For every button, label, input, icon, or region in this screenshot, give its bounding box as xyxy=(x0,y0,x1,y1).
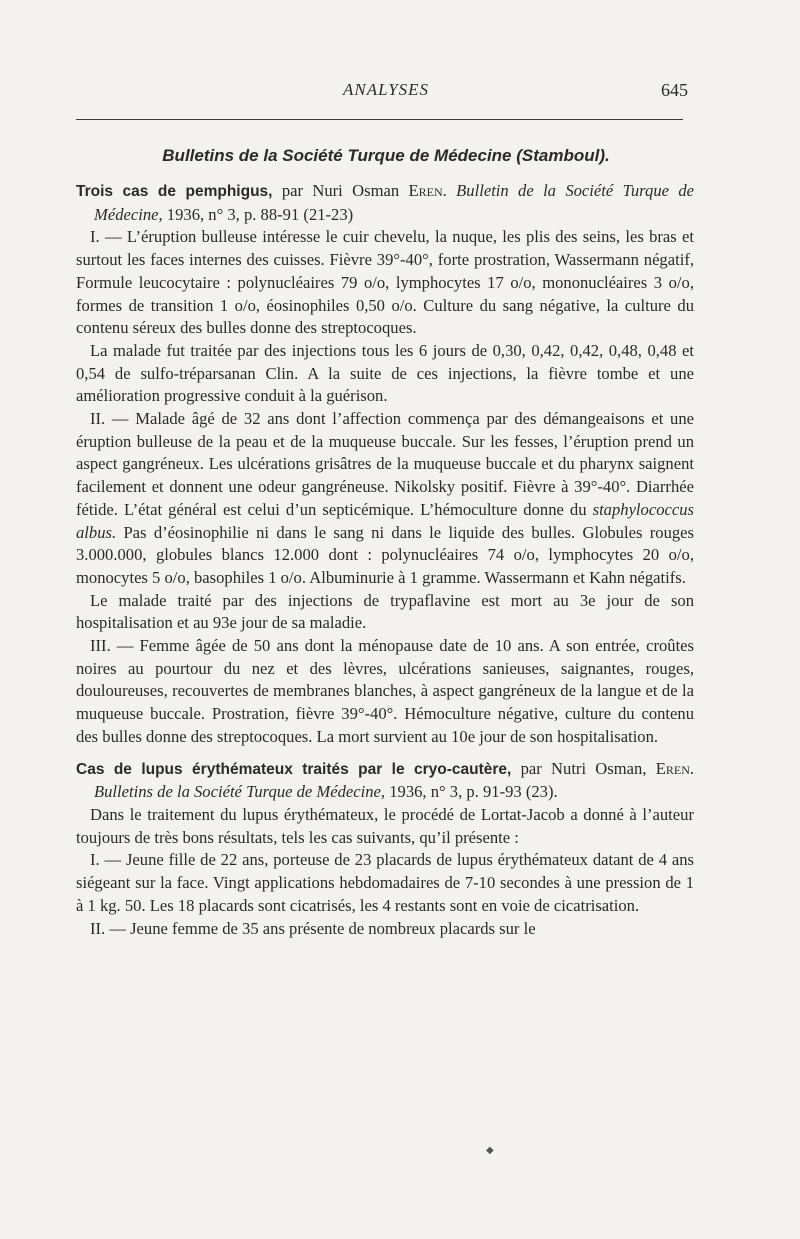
paragraph: II. — Malade âgé de 32 ans dont l’affection commença par des démangeaisons et une éruption bulleuse de la peau et de la muqueuse buccale. Sur les fesses, l’éruption prend un aspect gangréneux. Les ulcérations grisâtres de la muqueuse buccale et du pharynx saignent facilement et donnent une odeur gangréneuse. Nikolsky positif. Fièvre à 39°-40°. Diarrhée fétide. L’état général est celui d’un septicémique. L’hémoculture donne du staphylococcus albus. Pas d’éosinophilie ni dans le sang ni dans le liquide des bulles. Globules rouges 3.000.000, globules blancs 12.000 dont : polynucléaires 74 o/o, lymphocytes 20 o/o, monocytes 5 o/o, basophiles 1 o/o. Albuminurie à 1 gramme. Wassermann et Kahn négatifs. xyxy=(76,409,694,587)
article-2-ref: 1936, n° 3, p. 91-93 (23). xyxy=(389,782,558,802)
running-title: ANALYSES xyxy=(342,80,430,99)
article-2-journal: Bulletins de la Société Turque de Médecine, xyxy=(94,782,386,802)
journal-page xyxy=(76,80,696,938)
article-1-heading xyxy=(76,180,694,226)
paragraph: Le malade traité par des injections de trypaflavine est mort au 3e jour de son hospitalisation et au 93e jour de sa maladie. xyxy=(76,590,694,633)
ink-speck: ◆ xyxy=(486,1145,494,1156)
article-1-title: Trois cas de pemphigus, xyxy=(76,183,273,200)
paragraph: Dans le traitement du lupus érythémateux, le procédé de Lortat-Jacob a donné à l’auteur toujours de très bons résultats, tels les cas suivants, qu’il présente : xyxy=(76,804,694,847)
paragraph: III. — Femme âgée de 50 ans dont la ménopause date de 10 ans. A son entrée, croûtes noires au pourtour du nez et des lèvres, ulcérations sanieuses, saignantes, rouges, douloureuses, recouvertes de membranes blanches, à aspect gangréneux de la langue et de la muqueuse buccale. Prostration, fièvre 39°-40°. Hémoculture négative, culture du contenu des bulles donne des streptocoques. La mort survient au 10e jour de son hospitalisation. xyxy=(76,636,694,746)
paragraph: La malade fut traitée par des injections tous les 6 jours de 0,30, 0,42, 0,42, 0,48, 0,48 et 0,54 de sulfo-tréparsanan Clin. A la suite de ces injections, la fièvre tombe et une amélioration progressive conduit à la guérison. xyxy=(76,340,694,406)
article-2-byline: par Nutri Osman, xyxy=(520,758,647,778)
running-header xyxy=(76,80,696,106)
paragraph: II. — Jeune femme de 35 ans présente de nombreux placards sur le xyxy=(90,918,536,938)
article-2-title: Cas de lupus érythémateux traités par le cryo-cautère, xyxy=(76,760,512,778)
page-number: 645 xyxy=(661,80,688,100)
header-rule xyxy=(76,119,683,120)
organism-name: staphylococcus albus. xyxy=(76,499,694,542)
article-1-ref: 1936, n° 3, p. 88-91 (21-23) xyxy=(166,204,354,224)
paragraph: I. — Jeune fille de 22 ans, porteuse de 23 placards de lupus érythémateux datant de 4 ans siégeant sur la face. Vingt applications hebdomadaires de 7-10 secondes à une pression de 1 à 1 kg. 50. Les 18 placards sont cicatrisés, les 4 restants sont en voie de cicatrisation. xyxy=(76,850,694,915)
article-2-heading xyxy=(76,758,694,804)
article-1-journal: Bulletin de la Société Turque de Médecine, xyxy=(94,181,694,224)
paragraph: I. — L’éruption bulleuse intéresse le cuir chevelu, la nuque, les plis des seins, les bras et surtout les faces internes des cuisses. Fièvre 39°-40°, forte prostration, Wassermann négatif, Formule leucocytaire : polynucléaires 79 o/o, lymphocytes 17 o/o, mononucléaires 3 o/o, formes de transition 1 o/o, éosinophiles 0,50 o/o. Culture du sang négative, la culture du contenu séreux des bulles donne des streptocoques. xyxy=(76,227,694,338)
article-1-byline: par Nuri Osman xyxy=(281,181,400,200)
article-body xyxy=(76,180,694,940)
article-2-author: Eren. xyxy=(655,758,695,778)
section-title: Bulletins de la Société Turque de Médecine (Stamboul). xyxy=(162,146,610,165)
article-1-author: Eren. xyxy=(408,181,447,200)
